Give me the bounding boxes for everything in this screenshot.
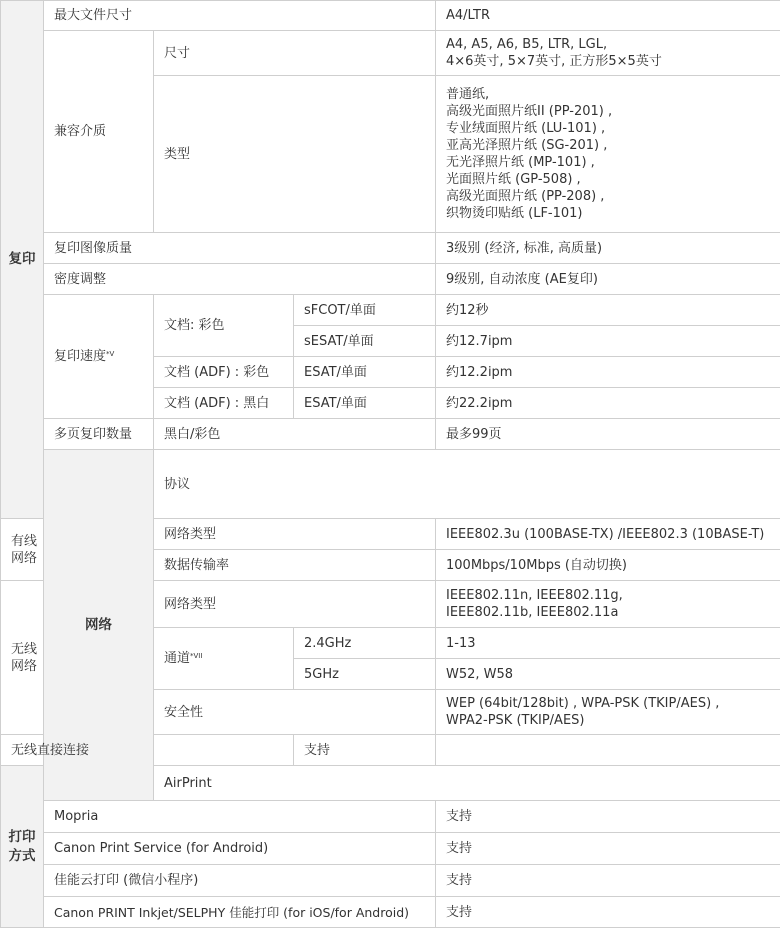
density-label: 密度调整 bbox=[44, 264, 436, 295]
security-label: 安全性 bbox=[154, 690, 436, 735]
multi-copy-sub: 黑白/彩色 bbox=[154, 419, 436, 450]
security-value: WEP (64bit/128bit) , WPA-PSK (TKIP/AES) , WPA2-PSK (TKIP/AES) bbox=[436, 690, 780, 735]
table-row bbox=[1, 419, 780, 450]
wireless-type-value: IEEE802.11n, IEEE802.11g, IEEE802.11b, IEEE802.11a bbox=[436, 581, 780, 628]
table-row bbox=[1, 450, 780, 519]
speed-source: 文档 (ADF) : 彩色 bbox=[154, 357, 294, 388]
multi-copy-value: 最多99页 bbox=[436, 419, 780, 450]
band-label: 2.4GHz bbox=[294, 628, 436, 659]
print-method-label: 佳能云打印 (微信小程序) bbox=[44, 865, 436, 897]
speed-value: 约12.2ipm bbox=[436, 357, 780, 388]
wifi-direct-value: 支持 bbox=[294, 735, 436, 766]
band-label: 5GHz bbox=[294, 659, 436, 690]
speed-mode: sESAT/单面 bbox=[294, 326, 436, 357]
speed-value: 约12.7ipm bbox=[436, 326, 780, 357]
table-row bbox=[1, 31, 780, 76]
max-doc-size-value: A4/LTR bbox=[436, 1, 780, 31]
doc-color-label: 文档: 彩色 bbox=[154, 295, 294, 357]
print-method-label: AirPrint bbox=[154, 766, 780, 801]
wired-rate-value: 100Mbps/10Mbps (自动切换) bbox=[436, 550, 780, 581]
wired-type-label: 网络类型 bbox=[154, 519, 436, 550]
footnote-mark: *V bbox=[106, 350, 114, 358]
media-type-value: 普通纸, 高级光面照片纸II (PP-201) , 专业绒面照片纸 (LU-101) , 亚高光泽照片纸 (SG-201) , 无光泽照片纸 (MP-101) , 光面照片纸 (GP-508) , 高级光面照片纸 (PP-208) , 织物烫印贴纸 (LF-101) bbox=[436, 76, 780, 233]
print-method-value: 支持 bbox=[436, 865, 780, 897]
wireless-label: 无线网络 bbox=[1, 581, 44, 735]
image-quality-value: 3级别 (经济, 标准, 高质量) bbox=[436, 233, 780, 264]
print-method-value: 支持 bbox=[436, 833, 780, 865]
category-print: 打印 方式 bbox=[1, 766, 44, 928]
print-method-label: Canon Print Service (for Android) bbox=[44, 833, 436, 865]
wired-rate-label: 数据传输率 bbox=[154, 550, 436, 581]
wired-type-value: IEEE802.3u (100BASE-TX) /IEEE802.3 (10BASE-T) bbox=[436, 519, 780, 550]
protocol-label: 协议 bbox=[154, 450, 780, 519]
media-size-label: 尺寸 bbox=[154, 31, 436, 76]
speed-value: 约12秒 bbox=[436, 295, 780, 326]
table-row bbox=[1, 865, 780, 897]
media-type-label: 类型 bbox=[154, 76, 436, 233]
media-size-value: A4, A5, A6, B5, LTR, LGL, 4×6英寸, 5×7英寸, 正方形5×5英寸 bbox=[436, 31, 780, 76]
table-row bbox=[1, 295, 780, 326]
image-quality-label: 复印图像质量 bbox=[44, 233, 436, 264]
category-copy: 复印 bbox=[1, 1, 44, 519]
speed-source: 文档 (ADF) : 黑白 bbox=[154, 388, 294, 419]
table-row bbox=[1, 897, 780, 928]
table-row bbox=[1, 735, 780, 766]
density-value: 9级别, 自动浓度 (AE复印) bbox=[436, 264, 780, 295]
wired-label: 有线网络 bbox=[1, 519, 44, 581]
print-method-label: Mopria bbox=[44, 801, 436, 833]
multi-copy-label: 多页复印数量 bbox=[44, 419, 154, 450]
media-label: 兼容介质 bbox=[44, 31, 154, 233]
speed-mode: ESAT/单面 bbox=[294, 357, 436, 388]
print-method-label: Canon PRINT Inkjet/SELPHY 佳能打印 (for iOS/for Android) bbox=[44, 897, 436, 928]
copy-speed-label: 复印速度$^{*V}$ bbox=[44, 295, 154, 419]
print-method-value: 支持 bbox=[436, 897, 780, 928]
table-row bbox=[1, 233, 780, 264]
print-method-value: 支持 bbox=[436, 801, 780, 833]
max-doc-size-label: 最大文件尺寸 bbox=[44, 1, 436, 31]
band-value: 1-13 bbox=[436, 628, 780, 659]
category-network: 网络 bbox=[44, 450, 154, 801]
table-row bbox=[1, 801, 780, 833]
wireless-type-label: 网络类型 bbox=[154, 581, 436, 628]
footnote-mark: *VII bbox=[190, 652, 202, 660]
channel-label: 通道$^{*VII}$ bbox=[154, 628, 294, 690]
band-value: W52, W58 bbox=[436, 659, 780, 690]
table-row bbox=[1, 833, 780, 865]
wifi-direct-label: 无线直接连接 bbox=[1, 735, 294, 766]
speed-value: 约22.2ipm bbox=[436, 388, 780, 419]
speed-mode: sFCOT/单面 bbox=[294, 295, 436, 326]
table-row bbox=[1, 1, 780, 31]
table-row bbox=[1, 264, 780, 295]
speed-mode: ESAT/单面 bbox=[294, 388, 436, 419]
